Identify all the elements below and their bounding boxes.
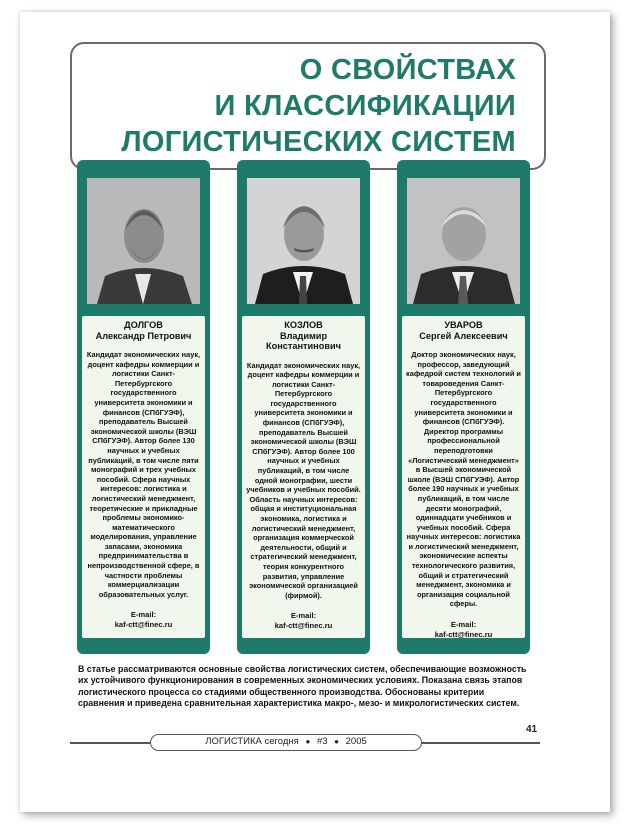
title-box bbox=[70, 42, 546, 170]
author-info-panel bbox=[82, 316, 205, 638]
portrait-image bbox=[407, 178, 520, 304]
author-surname: УВАРОВ bbox=[444, 320, 483, 330]
email-label: E-mail: bbox=[130, 610, 157, 620]
bullet-icon: ● bbox=[334, 737, 339, 746]
title-line-2: И КЛАССИФИКАЦИИ bbox=[214, 90, 516, 122]
author-patronymic: Константинович bbox=[266, 341, 341, 351]
article-abstract: В статье рассматриваются основные свойства логистических систем, обеспечивающие возможность их устойчивого функционирования в современных экономических условиях. Показана связь этапов логистического процесса со стадиями общественного производства. Обоснованы критерии сравнения и приведена сравнительная характеристика макро-, мезо- и микрологистических систем. bbox=[78, 664, 527, 709]
author-info-panel bbox=[242, 316, 365, 638]
bullet-icon: ● bbox=[305, 737, 311, 746]
author-card-kozlov bbox=[237, 160, 370, 654]
journal-name: ЛОГИСТИКА сегодня bbox=[205, 736, 299, 747]
author-photo bbox=[407, 178, 520, 304]
author-bio: Доктор экономических наук, профессор, заведующий кафедрой систем технологий и товароведения Санкт-Петербургского государственного университета экономики и финансов (СПбГУЭФ). Директор программы профессиональной переподготовки «Логистический менеджмент» в Высшей экономической школе (ВЭШ СПбГУЭФ). Автор более 190 научных и учебных публикаций, в том числе десяти монографий, одиннадцати учебников и учебных пособий. Сфера научных интересов: логистика и логистический менеджмент, экономические аспекты технологического развития, общий и стратегический менеджмент, экономика и организация социальной сферы. bbox=[406, 350, 521, 609]
author-given-names: Сергей Алексеевич bbox=[419, 330, 508, 341]
author-card-dolgov bbox=[77, 160, 210, 654]
portrait-image bbox=[247, 178, 360, 304]
author-card-uvarov bbox=[397, 160, 530, 654]
issue-year: 2005 bbox=[345, 736, 367, 747]
title-line-3: ЛОГИСТИЧЕСКИХ СИСТЕМ bbox=[121, 126, 516, 158]
author-bio: Кандидат экономических наук, доцент кафедры коммерции и логистики Санкт-Петербургского государственного университета экономики и финансов (СПбГУЭФ), преподаватель Высшей экономической школы (ВЭШ СПбГУЭФ). Автор более 100 научных и учебных публикаций, в том числе одной монографии, шести учебников и учебных пособий. Область научных интересов: общая и институциональная экономика, логистика и логистический менеджмент, организация коммерческой деятельности, общий и стратегический менеджмент, теория конкурентного развития, управление экономической организацией (фирмой). bbox=[246, 360, 361, 600]
footer-journal-badge bbox=[150, 734, 422, 751]
email-address[interactable]: kaf-ctt@finec.ru bbox=[114, 620, 173, 630]
page-number: 41 bbox=[526, 724, 538, 735]
author-photo bbox=[247, 178, 360, 304]
email-label: E-mail: bbox=[450, 620, 477, 630]
email-label: E-mail: bbox=[290, 611, 317, 621]
author-photo bbox=[87, 178, 200, 304]
email-address[interactable]: kaf-ctt@finec.ru bbox=[274, 621, 333, 631]
issue-number: #3 bbox=[316, 736, 328, 747]
author-info-panel bbox=[402, 316, 525, 638]
email-address[interactable]: kaf-ctt@finec.ru bbox=[434, 630, 493, 640]
author-surname: КОЗЛОВ bbox=[284, 320, 323, 330]
author-bio: Кандидат экономических наук, доцент кафедры коммерции и логистики Санкт-Петербургского государственного университета экономики и финансов (СПбГУЭФ), преподаватель Высшей экономической школы (ВЭШ СПбГУЭФ). Автор более 130 научных и учебных публикаций, в том числе пяти монографий и трех учебных пособий. Сфера научных интересов: логистика и логистический менеджмент, теоретические и прикладные проблемы экономико-математического моделирования, управление запасами, экономика предпринимательства в непроизводственной сфере, в частности проблемы коммерциализации образовательных услуг. bbox=[86, 350, 201, 599]
author-given-name: Владимир bbox=[279, 330, 328, 341]
author-given-names: Александр Петрович bbox=[95, 330, 192, 341]
portrait-image bbox=[87, 178, 200, 304]
author-surname: ДОЛГОВ bbox=[124, 320, 163, 330]
title-line-1: О СВОЙСТВАХ bbox=[299, 54, 516, 86]
